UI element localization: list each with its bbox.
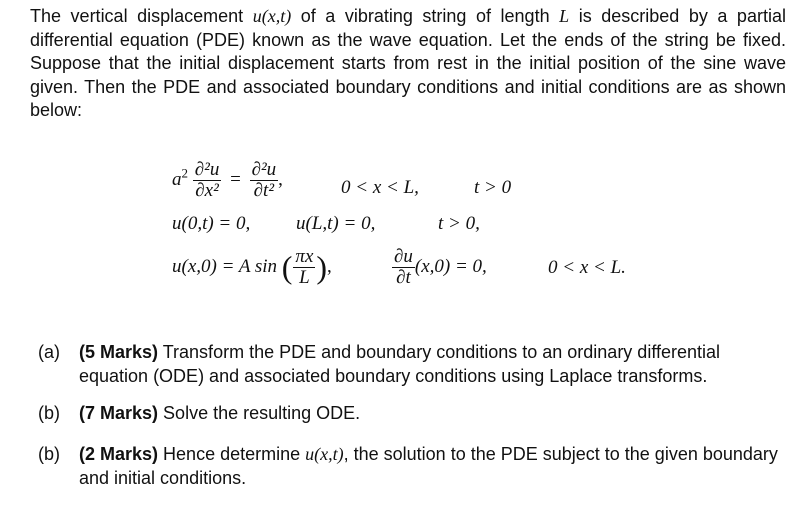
pde-coefficient-exponent: 2 [181, 165, 188, 181]
right-paren: ) [316, 249, 328, 285]
pde-domain: 0 < x < L, [341, 177, 419, 198]
intro-text-1: The vertical displacement [30, 6, 244, 26]
part-b-text: Solve the resulting ODE. [163, 403, 361, 423]
part-c-marks: (2 Marks) [79, 444, 159, 464]
sine-argument-numerator: πx [295, 246, 314, 267]
initial-displacement-lhs: u(x,0) = A sin [172, 255, 278, 277]
intro-text-2: of a vibrating string of length [300, 6, 550, 26]
initial-velocity-numerator: ∂u [394, 246, 413, 267]
pde-lhs-numerator: ∂²u [194, 159, 220, 180]
pde-rhs-denominator: ∂t² [253, 180, 275, 201]
intro-text-3: is described by a partial differential equation (PDE) known as the wave equation. Let the ends of the string be fixed. Suppose that the initial displacement starts from rest in the initial position of the sine wave given. Then the PDE and associated boundary conditions and initial conditions are as shown below: [30, 6, 786, 120]
intro-math-L: L [559, 6, 570, 26]
part-c-text-after: , the solution to the PDE subject to the given boundary and initial conditions. [79, 444, 778, 488]
sine-argument-fraction [293, 247, 315, 288]
left-paren: ( [281, 249, 293, 285]
pde-lhs-denominator: ∂x² [195, 180, 219, 201]
pde-equation [172, 160, 283, 201]
boundary-time-domain: t > 0, [438, 213, 480, 234]
pde-rhs-fraction [250, 160, 279, 201]
intro-math-u: u(x,t) [252, 6, 292, 26]
initial-displacement-comma: , [327, 255, 332, 277]
initial-velocity [392, 247, 487, 288]
pde-time-domain: t > 0 [474, 177, 512, 198]
pde-rhs-numerator: ∂²u [251, 159, 277, 180]
part-b [38, 402, 788, 426]
initial-condition-domain: 0 < x < L. [548, 257, 626, 278]
part-a [38, 341, 788, 388]
part-c-label: (b) [38, 444, 60, 464]
problem-statement [30, 5, 786, 123]
part-c-text-before: Hence determine [163, 444, 301, 464]
boundary-condition-right: u(L,t) = 0, [296, 213, 376, 234]
initial-velocity-fraction [392, 247, 415, 288]
sine-argument-denominator: L [299, 267, 310, 288]
part-a-label: (a) [38, 342, 60, 362]
pde-equals: = [230, 168, 241, 190]
initial-displacement [172, 247, 332, 288]
pde-lhs-fraction [193, 160, 222, 201]
part-b-label: (b) [38, 403, 60, 423]
initial-velocity-denominator: ∂t [396, 267, 411, 288]
boundary-condition-left: u(0,t) = 0, [172, 213, 251, 234]
part-a-marks: (5 Marks) [79, 342, 159, 362]
pde-comma: , [278, 168, 283, 190]
part-b-marks: (7 Marks) [79, 403, 159, 423]
pde-coefficient: a [172, 168, 182, 190]
initial-velocity-rest: (x,0) = 0, [414, 255, 487, 277]
part-c-math: u(x,t) [305, 444, 344, 464]
part-a-text: Transform the PDE and boundary conditions to an ordinary differential equation (ODE) and associated boundary conditions using Laplace transforms. [79, 342, 721, 386]
part-c [38, 443, 788, 490]
